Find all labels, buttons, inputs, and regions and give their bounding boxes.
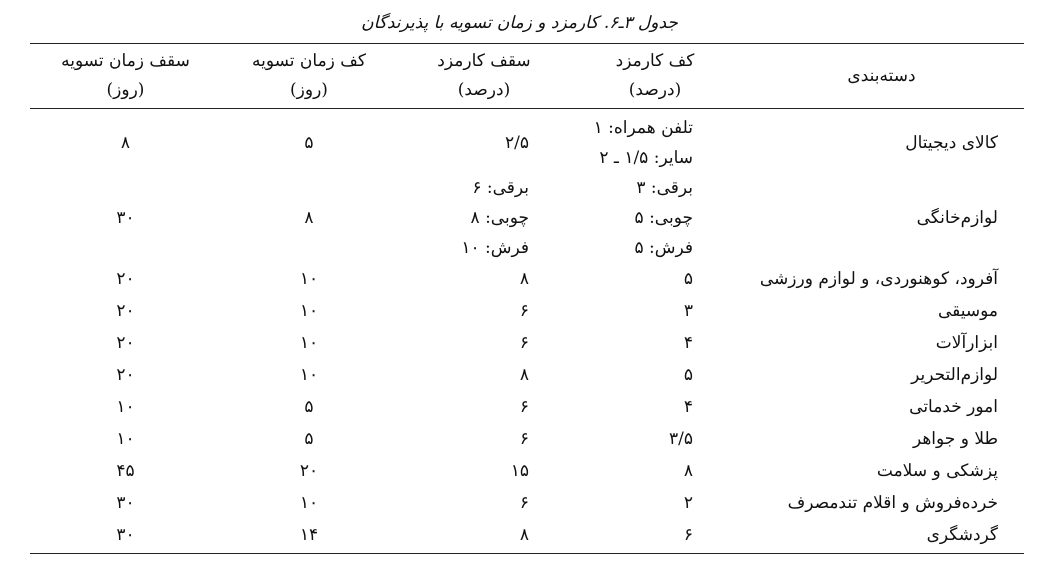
max-fee-cell: [397, 455, 571, 487]
min-settlement-cell: ۱۰: [299, 301, 319, 321]
fee-line: تلفن همراه: ۱: [593, 118, 693, 138]
max-fee-cell: [397, 295, 571, 327]
category-cell: طلا و جواهر: [912, 429, 998, 449]
fee-line: ۴: [683, 333, 693, 353]
fee-line: ۶: [519, 493, 529, 513]
table-row: [30, 487, 1024, 519]
fee-line: فرش: ۱۰: [461, 238, 529, 258]
fee-line: ۲/۵: [505, 133, 529, 153]
min-fee-cell: [571, 455, 739, 487]
min-settlement-cell: ۱۰: [299, 269, 319, 289]
category-cell: موسیقی: [937, 301, 998, 321]
max-fee-cell: [397, 173, 571, 263]
max-settlement-cell: ۲۰: [116, 365, 135, 385]
fee-line: فرش: ۵: [634, 238, 693, 258]
min-fee-cell: [571, 327, 739, 359]
fee-line: سایر: ۱/۵ ـ ۲: [599, 148, 693, 168]
max-fee-cell: [397, 327, 571, 359]
fee-line: ۴: [683, 397, 693, 417]
fee-line: ۵: [683, 269, 693, 289]
min-fee-cell: [571, 109, 739, 174]
max-settlement-cell: ۲۰: [116, 269, 135, 289]
min-fee-cell: [571, 519, 739, 554]
max-fee-cell: [397, 263, 571, 295]
max-settlement-cell: ۲۰: [116, 301, 135, 321]
table-row: [30, 391, 1024, 423]
min-fee-cell: [571, 423, 739, 455]
fee-settlement-table: [30, 43, 1024, 554]
fee-line: ۶: [683, 525, 693, 545]
table-row: [30, 295, 1024, 327]
min-settlement-cell: ۱۰: [299, 365, 319, 385]
header-max-settlement: سقف زمان تسویه (روز): [61, 51, 190, 100]
fee-line: چوبی: ۸: [470, 208, 529, 228]
fee-line: ۶: [519, 301, 529, 321]
min-settlement-cell: ۵: [304, 397, 314, 417]
category-cell: ابزارآلات: [935, 333, 998, 353]
category-cell: کالای دیجیتال: [905, 133, 998, 153]
min-fee-cell: [571, 173, 739, 263]
min-settlement-cell: ۵: [304, 133, 314, 153]
fee-line: ۸: [683, 461, 693, 481]
table-row: [30, 455, 1024, 487]
table-row: [30, 173, 1024, 263]
max-settlement-cell: ۸: [120, 133, 131, 153]
category-cell: آفرود، کوهنوردی، و لوازم ورزشی: [759, 269, 998, 289]
max-settlement-cell: ۳۰: [116, 493, 135, 513]
table-row: [30, 519, 1024, 554]
fee-line: ۱۵: [510, 461, 529, 481]
category-cell: لوازم‌التحریر: [911, 365, 998, 385]
fee-line: ۲: [683, 493, 693, 513]
fee-line: ۶: [519, 429, 529, 449]
max-settlement-cell: ۳۰: [116, 208, 135, 228]
category-cell: پزشکی و سلامت: [876, 461, 998, 481]
fee-line: چوبی: ۵: [634, 208, 693, 228]
table-row: [30, 263, 1024, 295]
max-settlement-cell: ۲۰: [116, 333, 135, 353]
max-settlement-cell: ۱۰: [116, 429, 135, 449]
table-row: [30, 423, 1024, 455]
fee-line: ۸: [519, 525, 529, 545]
fee-line: ۳: [683, 301, 693, 321]
fee-line: برقی: ۶: [472, 178, 529, 198]
fee-line: ۶: [519, 333, 529, 353]
min-fee-cell: [571, 487, 739, 519]
fee-line: ۵: [683, 365, 693, 385]
header-max-fee: سقف کارمزد (درصد): [437, 51, 531, 100]
category-cell: گردشگری: [926, 525, 998, 545]
min-fee-cell: [571, 391, 739, 423]
header-min-fee: کف کارمزد (درصد): [615, 51, 695, 100]
min-fee-cell: [571, 263, 739, 295]
max-settlement-cell: ۳۰: [116, 525, 135, 545]
max-fee-cell: [397, 109, 571, 174]
max-settlement-cell: ۴۵: [116, 461, 135, 481]
min-settlement-cell: ۱۰: [299, 493, 319, 513]
table-header: [30, 44, 1024, 109]
min-settlement-cell: ۸: [304, 208, 314, 228]
max-fee-cell: [397, 391, 571, 423]
category-cell: خرده‌فروش و اقلام تندمصرف: [787, 493, 998, 513]
max-settlement-cell: ۱۰: [116, 397, 135, 417]
header-min-settlement: کف زمان تسویه (روز): [251, 51, 366, 100]
max-fee-cell: [397, 359, 571, 391]
fee-line: ۸: [519, 365, 529, 385]
max-fee-cell: [397, 519, 571, 554]
table-row: [30, 359, 1024, 391]
min-settlement-cell: ۱۰: [299, 333, 319, 353]
min-fee-cell: [571, 295, 739, 327]
fee-line: ۶: [519, 397, 529, 417]
header-category: دسته‌بندی: [847, 66, 916, 86]
max-fee-cell: [397, 423, 571, 455]
category-cell: امور خدماتی: [909, 397, 998, 417]
fee-line: ۳/۵: [669, 429, 693, 449]
min-fee-cell: [571, 359, 739, 391]
table-row: [30, 109, 1024, 174]
max-fee-cell: [397, 487, 571, 519]
min-settlement-cell: ۱۴: [299, 525, 319, 545]
min-settlement-cell: ۵: [304, 429, 314, 449]
fee-line: برقی: ۳: [636, 178, 693, 198]
table-caption: جدول ۳ـ۶. کارمزد و زمان تسویه با پذیرندگان: [361, 13, 678, 33]
table-body: [30, 109, 1024, 554]
fee-line: ۸: [519, 269, 529, 289]
min-settlement-cell: ۲۰: [299, 461, 319, 481]
table-row: [30, 327, 1024, 359]
category-cell: لوازم‌خانگی: [916, 208, 998, 228]
